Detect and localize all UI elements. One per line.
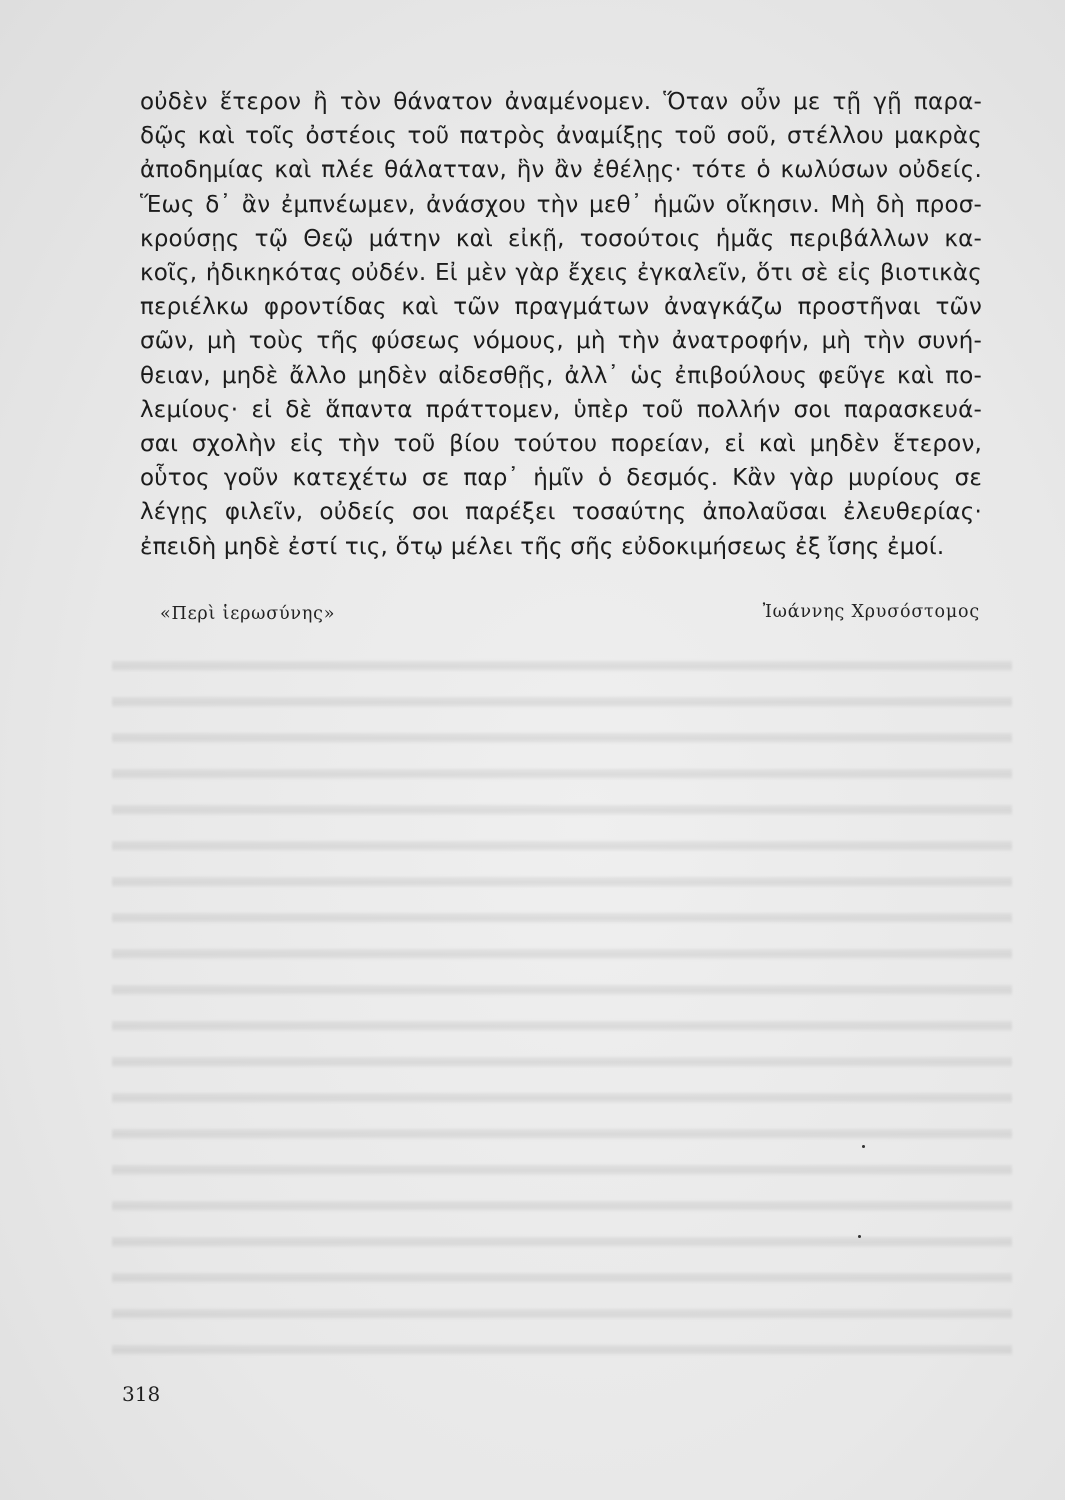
text-line: λεμίους· εἰ δὲ ἅπαντα πράττομεν, ὑπὲρ τοῦ πολλήν σοι παρασκευά-: [140, 396, 982, 423]
main-text: [140, 85, 982, 564]
page-number: 318: [122, 1382, 161, 1406]
ink-speck: [862, 1145, 865, 1148]
text-line: οὐδὲν ἕτερον ἢ τὸν θάνατον ἀναμένομεν. Ὅταν οὖν με τῇ γῇ παρα-: [140, 89, 982, 115]
text-line: κοῖς, ἠδικηκότας οὐδέν. Εἰ μὲν γὰρ ἔχεις ἐγκαλεῖν, ὅτι σὲ εἰς βιοτικὰς: [140, 260, 982, 287]
attribution: [160, 598, 980, 632]
text-line: σῶν, μὴ τοὺς τῆς φύσεως νόμους, μὴ τὴν ἀνατροφήν, μὴ τὴν συνή-: [140, 328, 982, 355]
text-line: κρούσῃς τῷ Θεῷ μάτην καὶ εἰκῇ, τοσούτοις ἡμᾶς περιβάλλων κα-: [140, 225, 982, 252]
text-line: λέγῃς φιλεῖν, οὐδείς σοι παρέξει τοσαύτης ἀπολαῦσαι ἐλευθερίας·: [140, 499, 982, 526]
text-line: ἀποδημίας καὶ πλέε θάλατταν, ἣν ἂν ἐθέλῃς· τότε ὁ κωλύσων οὐδείς.: [140, 157, 982, 184]
text-line: θειαν, μηδὲ ἄλλο μηδὲν αἰδεσθῇς, ἀλλ᾽ ὡς ἐπιβούλους φεῦγε καὶ πο-: [140, 362, 982, 389]
author-name: Ἰωάννης Χρυσόστομος: [762, 602, 980, 622]
text-line: οὗτος γοῦν κατεχέτω σε παρ᾽ ἡμῖν ὁ δεσμός. Κἂν γὰρ μυρίους σε: [140, 465, 982, 492]
work-title: «Περὶ ἱερωσύνης»: [160, 604, 336, 624]
text-line: δῷς καὶ τοῖς ὀστέοις τοῦ πατρὸς ἀναμίξῃς τοῦ σοῦ, στέλλου μακρὰς: [140, 123, 982, 150]
text-line: ἐπειδὴ μηδὲ ἐστί τις, ὅτῳ μέλει τῆς σῆς εὐδοκιμήσεως ἐξ ἴσης ἐμοί.: [140, 533, 945, 560]
ink-speck: [858, 1235, 861, 1238]
text-line: περιέλκω φροντίδας καὶ τῶν πραγμάτων ἀναγκάζω προστῆναι τῶν: [140, 294, 982, 321]
text-line: Ἕως δ᾽ ἂν ἐμπνέωμεν, ἀνάσχου τὴν μεθ᾽ ἡμῶν οἴκησιν. Μὴ δὴ προσ-: [140, 191, 982, 218]
bleed-through-texture: [112, 640, 1012, 1360]
text-line: σαι σχολὴν εἰς τὴν τοῦ βίου τούτου πορείαν, εἰ καὶ μηδὲν ἕτερον,: [140, 431, 982, 458]
